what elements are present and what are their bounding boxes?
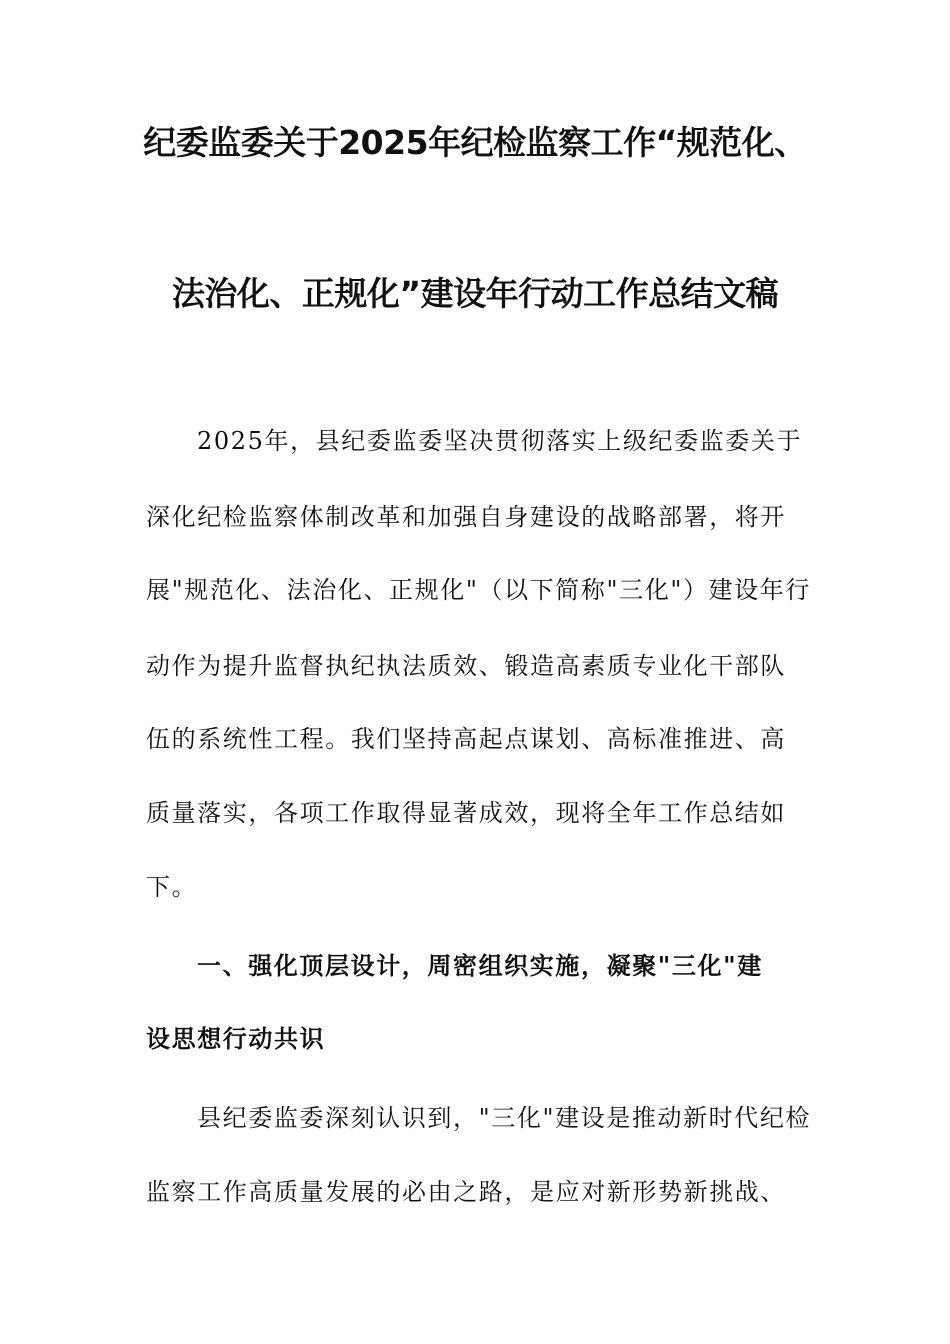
document-title-line-2: 法治化、正规化”建设年行动工作总结文稿 bbox=[171, 274, 779, 313]
section-1-paragraph-line: 县纪委监委深刻认识到，"三化"建设是推动新时代纪检 bbox=[197, 1104, 812, 1132]
intro-paragraph-line: 伍的系统性工程。我们坚持高起点谋划、高标准推进、高 bbox=[146, 725, 786, 753]
section-1-heading-line-1: 一、强化顶层设计，周密组织实施，凝聚"三化"建 bbox=[197, 951, 763, 980]
intro-paragraph-line: 下。 bbox=[146, 873, 198, 901]
intro-paragraph-line: 2025年，县纪委监委坚决贯彻落实上级纪委监委关于 bbox=[197, 427, 803, 455]
document-title-line-1: 纪委监委关于2025年纪检监察工作“规范化、 bbox=[143, 123, 807, 162]
intro-paragraph-line: 动作为提升监督执纪执法质效、锻造高素质专业化干部队 bbox=[146, 652, 786, 680]
intro-paragraph-line: 展"规范化、法治化、正规化"（以下简称"三化"）建设年行 bbox=[146, 576, 811, 604]
intro-paragraph-line: 深化纪检监察体制改革和加强自身建设的战略部署，将开 bbox=[146, 503, 786, 531]
section-1-paragraph-line: 监察工作高质量发展的必由之路，是应对新形势新挑战、 bbox=[146, 1178, 786, 1206]
intro-paragraph-line: 质量落实，各项工作取得显著成效，现将全年工作总结如 bbox=[146, 799, 786, 827]
section-1-heading-line-2: 设思想行动共识 bbox=[146, 1024, 326, 1053]
